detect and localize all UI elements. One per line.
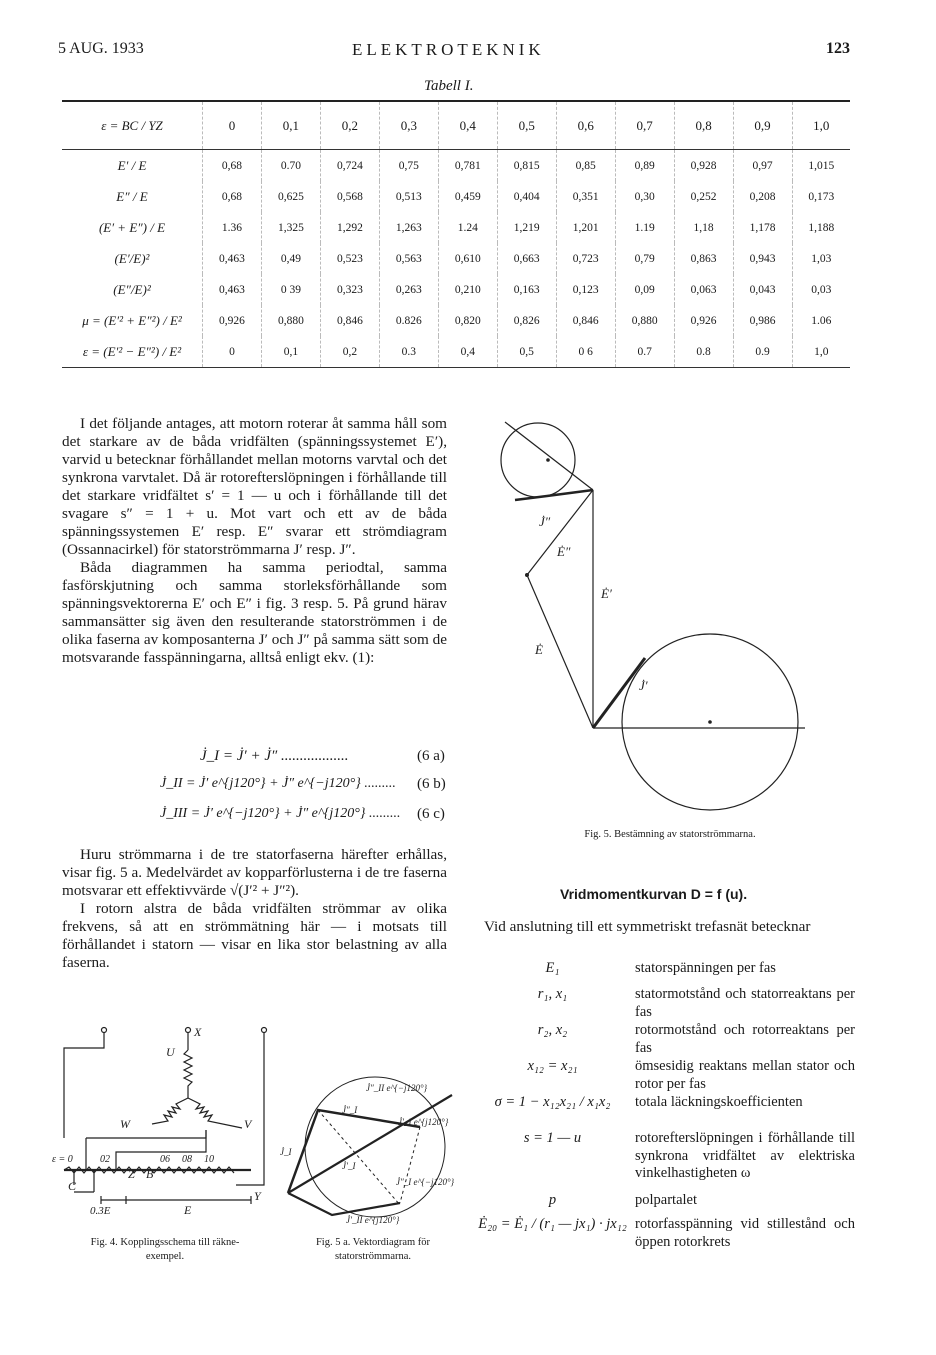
table-cell: 0,863 xyxy=(674,243,733,274)
table-cell: 0,523 xyxy=(320,243,379,274)
equation-6b: J̇_II = J̇′ e^{j120°} + J̇″ e^{−j120°} ......... xyxy=(160,776,396,791)
equation-6a-tag: (6 a) xyxy=(417,748,445,764)
col-header: 0,5 xyxy=(497,101,556,150)
table-cell: 1,0 xyxy=(792,336,850,368)
fig-5-diagram xyxy=(475,410,835,820)
fig5a-label: J̇′_II e^{j120°} xyxy=(346,1215,400,1225)
table-cell: 0,846 xyxy=(320,305,379,336)
table-cell: 0.7 xyxy=(615,336,674,368)
definition-text: ömsesidig reaktans mellan stator och rotor per fas xyxy=(635,1058,855,1092)
fig5-label: Ė″ xyxy=(557,544,571,559)
table-cell: 0,85 xyxy=(556,150,615,182)
table-cell: 0,123 xyxy=(556,274,615,305)
table-cell: 0,351 xyxy=(556,181,615,212)
center-dot xyxy=(708,720,712,724)
table-row xyxy=(62,212,850,243)
row-label: (E′/E)² xyxy=(114,250,150,266)
winding-v xyxy=(188,1098,242,1128)
fig-5a-caption-line: statorströmmarna. xyxy=(334,1251,412,1262)
fig4-label: B xyxy=(146,1167,154,1181)
paragraph-2: Båda diagrammen ha samma periodtal, samma fasförskjutning och samma storleksförhållande som spänningsvektorerna E′ och E″ i fig. 3 resp. 5. På grund härav sammansätter sig även den resulterande statorströmmen i de olika faserna av komposanterna J′ och J″ på samma sätt som de motsvarande fasspänningarna, alltså enligt ekv. (1): xyxy=(62,559,447,666)
table-cell: 1,178 xyxy=(733,212,792,243)
fig5a-label: J̇′_I xyxy=(342,1161,356,1171)
definition-text: rotormotstånd och rotorreaktans per fas xyxy=(635,1022,855,1056)
table-cell: 0,724 xyxy=(320,150,379,182)
table-cell: 0,513 xyxy=(379,181,438,212)
definition-row xyxy=(470,960,855,986)
definition-row xyxy=(470,1192,855,1216)
table-cell: 0,846 xyxy=(556,305,615,336)
table-cell: 0,173 xyxy=(792,181,850,212)
col-header: 0,3 xyxy=(379,101,438,150)
definition-symbol: σ = 1 − x₁₂x₂₁ / x₁x₂ xyxy=(494,1094,611,1110)
definition-row xyxy=(470,1216,855,1256)
fig4-label: C xyxy=(68,1179,77,1193)
table-cell: 0,926 xyxy=(203,305,262,336)
table-cell: 0,986 xyxy=(733,305,792,336)
vertex-dot xyxy=(525,573,529,577)
paragraph-3: Huru strömmarna i de tre statorfaserna härefter erhållas, visar fig. 5 a. Medelvärdet av kopparförlusterna i de tre faserna motsvarar ett effektivvärde √(J′² + J″²). xyxy=(62,846,447,899)
equation-6c: J̇_III = J̇′ e^{−j120°} + J̇″ e^{j120°} ......... xyxy=(160,806,401,821)
definition-symbol: E₁ xyxy=(545,960,560,976)
table-cell: 0,610 xyxy=(438,243,497,274)
table-cell: 0.9 xyxy=(733,336,792,368)
table-cell: 0,563 xyxy=(379,243,438,274)
definition-row xyxy=(470,986,855,1022)
table-cell: 1,18 xyxy=(674,212,733,243)
table-cell: 0,820 xyxy=(438,305,497,336)
equation-6a: J̇_I = J̇′ + J̇″ .................. xyxy=(200,748,349,764)
fig5-label: J̇′ xyxy=(639,678,648,693)
terminal-circle xyxy=(102,1028,107,1033)
table-cell: 1,03 xyxy=(792,243,850,274)
table-cell: 1,219 xyxy=(497,212,556,243)
table-cell: 0,826 xyxy=(497,305,556,336)
table-cell: 0,210 xyxy=(438,274,497,305)
wire xyxy=(236,1033,264,1185)
fig4-label: 10 xyxy=(204,1154,214,1165)
fig4-label: ε = 0 xyxy=(52,1154,73,1165)
equation-6b-tag: (6 b) xyxy=(417,776,446,792)
table-cell: 0,163 xyxy=(497,274,556,305)
section-heading: Vridmomentkurvan D = f (u). xyxy=(560,886,748,902)
wire xyxy=(64,1033,104,1138)
table-cell: 0,49 xyxy=(261,243,320,274)
fig4-label: E xyxy=(184,1203,192,1217)
terminal-circle xyxy=(262,1028,267,1033)
col-header: 0,6 xyxy=(556,101,615,150)
definition-text: statorspänningen per fas xyxy=(635,960,776,976)
table-title: Tabell I. xyxy=(424,78,474,94)
journal-title: ELEKTROTEKNIK xyxy=(352,40,545,59)
col-header: 0 xyxy=(203,101,262,150)
fig-4-caption xyxy=(60,1236,270,1264)
table-cell: 1,201 xyxy=(556,212,615,243)
table-cell: 0,2 xyxy=(320,336,379,368)
row-label: (E″/E)² xyxy=(113,281,151,297)
table-cell: 1.19 xyxy=(615,212,674,243)
table-cell: 0,75 xyxy=(379,150,438,182)
col-header: 0,7 xyxy=(615,101,674,150)
table-row xyxy=(62,336,850,368)
definition-symbol: Ė₂₀ = Ė₁ / (r₁ — jx₁) · jx₁₂ xyxy=(478,1216,627,1232)
table-cell: 0,208 xyxy=(733,181,792,212)
row-label: μ = (E′² + E″²) / E² xyxy=(82,312,182,328)
circle xyxy=(305,1077,445,1217)
fig-5-caption: Fig. 5. Bestämning av statorströmmarna. xyxy=(584,829,756,840)
table-cell: 0,03 xyxy=(792,274,850,305)
table-cell: 0,68 xyxy=(203,150,262,182)
table-cell: 0,663 xyxy=(497,243,556,274)
col-header: 0,1 xyxy=(261,101,320,150)
vector-j-double xyxy=(288,1193,400,1215)
table-cell: 0.3 xyxy=(379,336,438,368)
table-cell: 0,323 xyxy=(320,274,379,305)
fig5a-label: J̇′_I e^{j120°} xyxy=(398,1117,449,1127)
fig-4-diagram xyxy=(52,1020,286,1220)
table-row xyxy=(62,150,850,182)
dashed-vector xyxy=(318,1110,400,1205)
table-cell: 1,292 xyxy=(320,212,379,243)
table-cell: 1.24 xyxy=(438,212,497,243)
row-label: E″ / E xyxy=(116,188,148,204)
definition-row xyxy=(470,1058,855,1094)
row-label: ε = (E′² − E″²) / E² xyxy=(82,343,182,359)
table-cell: 0,459 xyxy=(438,181,497,212)
col-header: 0,4 xyxy=(438,101,497,150)
table-cell: 0.70 xyxy=(261,150,320,182)
line xyxy=(505,422,593,490)
table-cell: 0,943 xyxy=(733,243,792,274)
left-column-lower xyxy=(62,846,447,972)
table-cell: 1,188 xyxy=(792,212,850,243)
fig5-label: Ė′ xyxy=(601,586,612,601)
definition-text: totala läckningskoefficienten xyxy=(635,1094,803,1110)
fig5-label: Ė xyxy=(535,642,543,657)
fig5a-label: J̇″_I e^{−j120°} xyxy=(396,1177,455,1187)
table-header-row xyxy=(62,101,850,150)
table-cell: 0,97 xyxy=(733,150,792,182)
paragraph-1: I det följande antages, att motorn roterar åt samma håll som det starkare av de båda vridfälten (spänningssystemet E′), varvid u betecknar förhållandet mellan motorns varvtal och det synkrona varvtalet. Då är rotorefterslöpningen i förhållande till det starkare vridfältet s′ = 1 — u och i förhållande till det svagare s″ = 1 + u. Mot vart och ett av de båda spänningssystemen E′ resp. E″ svarar ett strömdiagram (Ossannacirkel) för statorströmmarna J′ resp. J″. xyxy=(62,415,447,558)
table-row xyxy=(62,305,850,336)
table-cell: 0,928 xyxy=(674,150,733,182)
fig5a-label: J̇″_I xyxy=(342,1105,358,1115)
definition-row xyxy=(470,1022,855,1058)
table-cell: 1,263 xyxy=(379,212,438,243)
definition-symbol: s = 1 — u xyxy=(523,1130,582,1146)
center-dot xyxy=(546,458,550,462)
fig-5a-caption xyxy=(288,1236,458,1264)
fig5-label: J̇″ xyxy=(539,514,551,529)
definition-symbol: x₁₂ = x₂₁ xyxy=(527,1058,578,1074)
fig4-label: 02 xyxy=(100,1154,110,1165)
fig4-label: 0.3E xyxy=(90,1205,111,1217)
fig-5a-diagram xyxy=(280,1075,465,1225)
definition-symbol: r₁, x₁ xyxy=(537,986,568,1002)
fig4-label: X xyxy=(194,1025,202,1039)
fig4-label: 08 xyxy=(182,1154,192,1165)
table-cell: 0,89 xyxy=(615,150,674,182)
fig5a-label: J̇″_II e^{−j120°} xyxy=(366,1083,428,1093)
table-cell: 0,568 xyxy=(320,181,379,212)
table-cell: 0,781 xyxy=(438,150,497,182)
equation-6c-tag: (6 c) xyxy=(417,806,445,822)
small-circle xyxy=(501,423,575,497)
table-cell: 0,723 xyxy=(556,243,615,274)
table-1 xyxy=(62,100,850,368)
table-cell: 1,015 xyxy=(792,150,850,182)
table-cell: 0 39 xyxy=(261,274,320,305)
dashed-vector xyxy=(400,1127,420,1203)
definition-text: polpartalet xyxy=(635,1192,698,1208)
table-cell: 0.8 xyxy=(674,336,733,368)
definitions-list xyxy=(470,960,855,1256)
col-header: 0,9 xyxy=(733,101,792,150)
table-cell: 0,1 xyxy=(261,336,320,368)
fig5a-label: J̇_I xyxy=(280,1147,292,1157)
row-label: (E′ + E″) / E xyxy=(98,219,166,235)
table-cell: 0,5 xyxy=(497,336,556,368)
table-cell: 0 6 xyxy=(556,336,615,368)
terminal-circle xyxy=(186,1028,191,1033)
table-cell: 0,09 xyxy=(615,274,674,305)
col-header: 1,0 xyxy=(792,101,850,150)
table-cell: 0,926 xyxy=(674,305,733,336)
table-cell: 0,880 xyxy=(615,305,674,336)
right-intro: Vid anslutning till ett symmetriskt trefasnät betecknar xyxy=(484,918,811,935)
definition-symbol: p xyxy=(548,1192,557,1208)
fig4-label: V xyxy=(244,1117,252,1131)
table-cell: 0 xyxy=(203,336,262,368)
table-cell: 1.06 xyxy=(792,305,850,336)
table-cell: 0,063 xyxy=(674,274,733,305)
fig4-label: W xyxy=(120,1117,130,1131)
table-cell: 0,79 xyxy=(615,243,674,274)
fig4-label: U xyxy=(166,1045,175,1059)
table-cell: 0,043 xyxy=(733,274,792,305)
fig-4-caption-line: exempel. xyxy=(145,1251,185,1262)
table-cell: 0,252 xyxy=(674,181,733,212)
row-label: E′ / E xyxy=(117,157,147,173)
table-cell: 0.826 xyxy=(379,305,438,336)
table-row xyxy=(62,243,850,274)
table-cell: 1.36 xyxy=(203,212,262,243)
table-cell: 0,404 xyxy=(497,181,556,212)
table-cell: 0,4 xyxy=(438,336,497,368)
table-cell: 0,463 xyxy=(203,274,262,305)
fig4-label: Y xyxy=(254,1189,261,1203)
table-cell: 0,68 xyxy=(203,181,262,212)
table-row xyxy=(62,274,850,305)
definition-text: rotorfasspänning vid stillestånd och öppen rotorkrets xyxy=(635,1216,855,1250)
table-body xyxy=(62,150,850,368)
table-cell: 1,325 xyxy=(261,212,320,243)
definition-row xyxy=(470,1094,855,1130)
col-header: 0,8 xyxy=(674,101,733,150)
page-number: 123 xyxy=(826,40,850,57)
definition-symbol: r₂, x₂ xyxy=(537,1022,568,1038)
header-date: 5 AUG. 1933 xyxy=(58,40,144,57)
definition-text: rotorefterslöpningen i förhållande till synkrona vridfältet av elektriska vinkelhastigheten ω xyxy=(635,1130,855,1181)
table-cell: 0,30 xyxy=(615,181,674,212)
table-cell: 0,463 xyxy=(203,243,262,274)
table-cell: 0,880 xyxy=(261,305,320,336)
vector-j-prime xyxy=(593,658,645,728)
eps-label: ε = BC / YZ xyxy=(101,117,163,133)
left-column xyxy=(62,415,447,667)
paragraph-4: I rotorn alstra de båda vridfälten strömmar av olika frekvens, så att en strömmätning här — i motsats till förhållandet i statorn — visar en lika stor belastning av alla faserna. xyxy=(62,900,447,971)
table-row xyxy=(62,181,850,212)
winding-u xyxy=(184,1033,192,1098)
winding-w xyxy=(152,1098,188,1124)
vector-e-double-line xyxy=(527,490,593,575)
eps-label-cell xyxy=(62,101,203,150)
fig4-label: Z xyxy=(128,1167,135,1181)
definition-text: statormotstånd och statorreaktans per fas xyxy=(635,986,855,1020)
col-header: 0,2 xyxy=(320,101,379,150)
fig4-label: 06 xyxy=(160,1154,170,1165)
table-cell: 0,625 xyxy=(261,181,320,212)
definition-row xyxy=(470,1130,855,1192)
fig-5a-caption-line: Fig. 5 a. Vektordiagram för xyxy=(315,1237,431,1248)
table-cell: 0,815 xyxy=(497,150,556,182)
fig-4-caption-line: Fig. 4. Kopplingsschema till räkne- xyxy=(90,1237,240,1248)
table-cell: 0,263 xyxy=(379,274,438,305)
